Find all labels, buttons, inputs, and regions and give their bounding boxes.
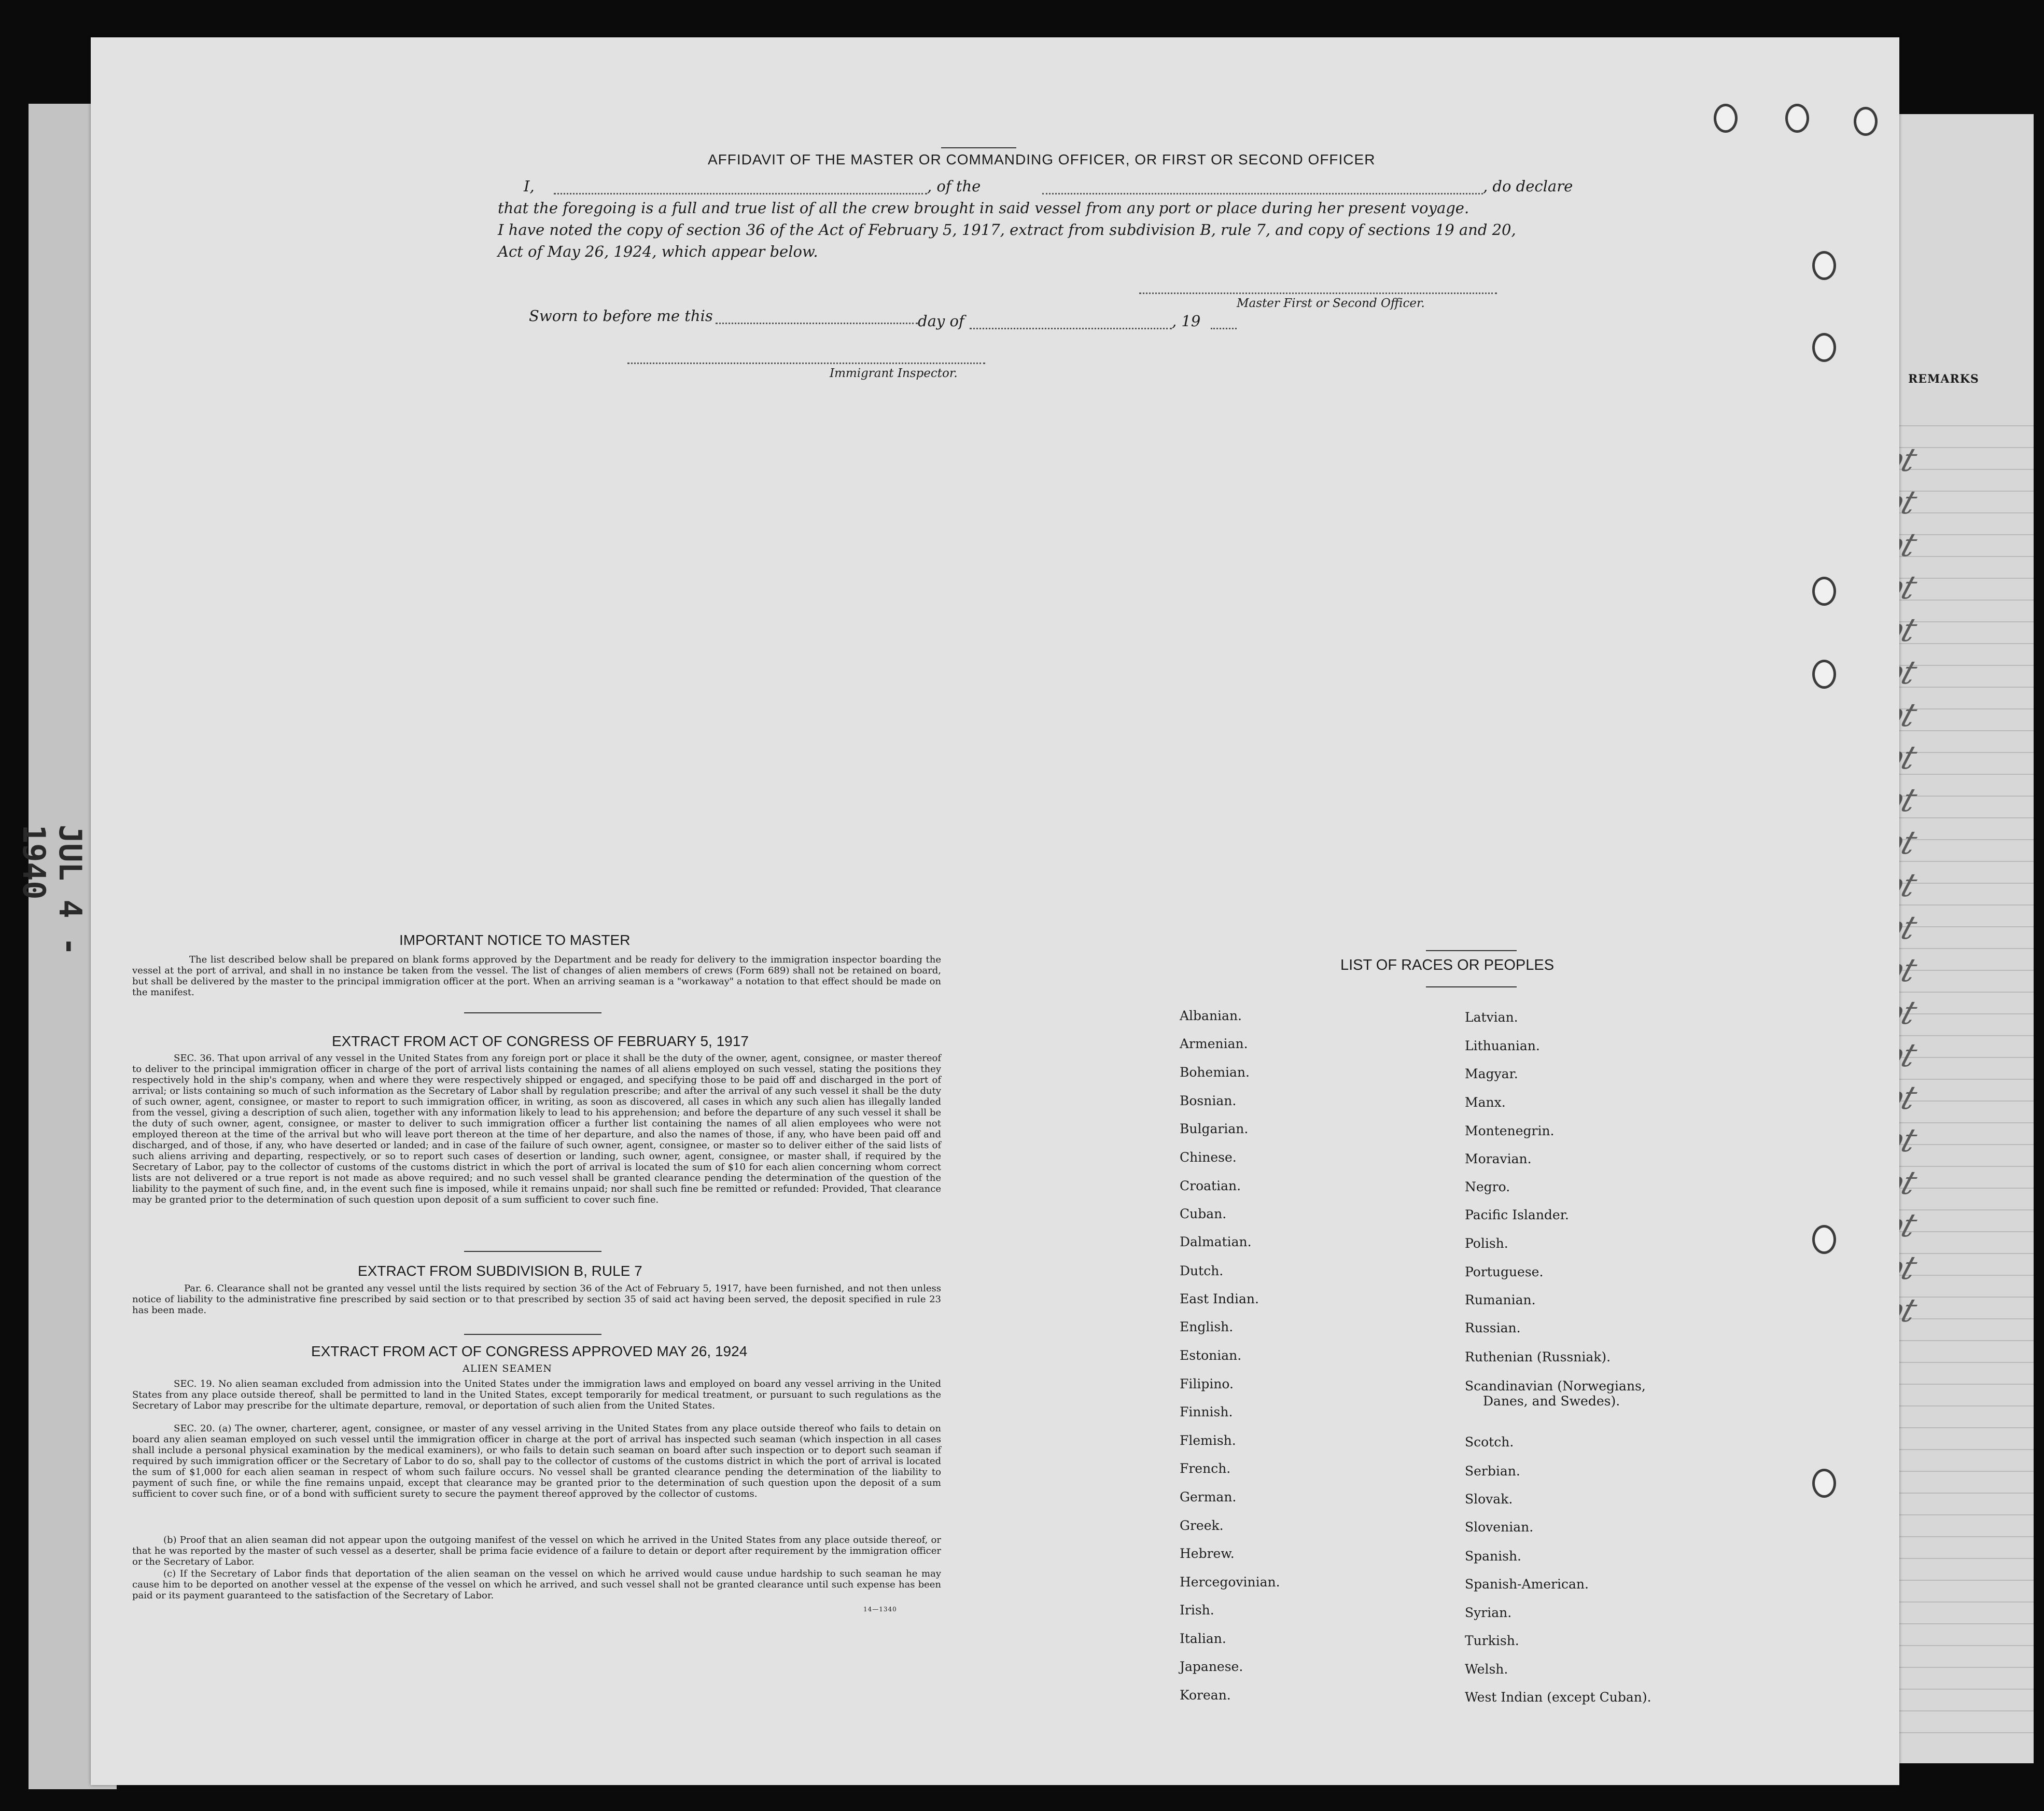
race-item: Lithuanian. — [1465, 1038, 1540, 1053]
rule7-body: Par. 6. Clearance shall not be granted any vessel until the lists required by section 36 of the Act of February 5, 1917, have been furnished, and not then unless notice of liability to the administrative fine prescribed by said section or to that prescribed by section 35 of said act having been served, the deposit specified in rule 23 has been made. — [132, 1283, 941, 1316]
race-item: Scotch. — [1465, 1434, 1514, 1450]
race-item: Chinese. — [1180, 1150, 1237, 1165]
sworn-label: Sworn to before me this — [529, 307, 713, 325]
rule7-title: EXTRACT FROM SUBDIVISION B, RULE 7 — [358, 1263, 642, 1279]
race-item: Moravian. — [1465, 1151, 1532, 1166]
race-item: Bohemian. — [1180, 1065, 1250, 1080]
alien-seamen-subtitle: ALIEN SEAMEN — [463, 1363, 552, 1374]
race-item: Welsh. — [1465, 1662, 1508, 1677]
master-signature-label: Master First or Second Officer. — [1237, 297, 1425, 310]
race-item: Armenian. — [1180, 1036, 1248, 1051]
race-item: Bosnian. — [1180, 1093, 1237, 1108]
affidavit-title: AFFIDAVIT OF THE MASTER OR COMMANDING OFFICER, OR FIRST OR SECOND OFFICER — [708, 151, 1376, 168]
race-item: Latvian. — [1465, 1010, 1518, 1025]
race-item: Cuban. — [1180, 1206, 1227, 1221]
race-item: Greek. — [1180, 1518, 1224, 1533]
races-title: LIST OF RACES OR PEOPLES — [1340, 957, 1555, 973]
divider — [464, 1334, 601, 1335]
inspector-signature-line — [627, 363, 985, 364]
divider — [1426, 986, 1517, 987]
master-signature-line — [1139, 292, 1497, 294]
punch-hole — [1812, 660, 1836, 689]
notice-body: The list described below shall be prepared on blank forms approved by the Department and be ready for delivery to the immigration inspector boarding the vessel at the port of arrival, and shall in no instance be taken from the vessel. The list of changes of alien members of crews (Form 689) shall not be retained on board, but shall be delivered by the master to the principal immigration officer at the port. When an arriving seaman is a "workaway" a notation to that effect should be made on the manifest. — [132, 954, 941, 998]
punch-hole — [1812, 1225, 1836, 1254]
race-item: Scandinavian (Norwegians, — [1465, 1378, 1646, 1394]
race-item: Polish. — [1465, 1236, 1508, 1251]
race-item: Danes, and Swedes). — [1483, 1394, 1620, 1409]
punch-hole — [1812, 1469, 1836, 1498]
affidavit-line4: Act of May 26, 1924, which appear below. — [498, 243, 818, 260]
day-of-label: day of — [918, 312, 964, 330]
race-item: Turkish. — [1465, 1633, 1519, 1648]
punch-hole — [1785, 104, 1809, 133]
race-item: Magyar. — [1465, 1066, 1518, 1081]
race-item: Italian. — [1180, 1631, 1226, 1646]
form-sheet — [91, 37, 1899, 1785]
inspector-label: Immigrant Inspector. — [830, 367, 958, 380]
sec19-body: SEC. 19. No alien seaman excluded from admission into the United States under the immigration laws and employed on board any vessel arriving in the United States from any place outside thereof, shall be permitted to land in the United States, except temporarily for medical treatment, or pursuant to such regulations as the Secretary of Labor may prescribe for the ultimate departure, removal, or deportation of such alien from the United States. — [132, 1378, 941, 1411]
race-item: Pacific Islander. — [1465, 1207, 1569, 1222]
race-item: Manx. — [1465, 1095, 1506, 1110]
race-item: Negro. — [1465, 1179, 1510, 1194]
race-item: Hebrew. — [1180, 1546, 1235, 1561]
extract-1924-title: EXTRACT FROM ACT OF CONGRESS APPROVED MAY 26, 1924 — [311, 1343, 748, 1359]
divider — [464, 1251, 601, 1252]
race-item: Filipino. — [1180, 1376, 1234, 1391]
sec20a-body: SEC. 20. (a) The owner, charterer, agent, consignee, or master of any vessel arriving in the United States from any place outside thereof who fails to detain on board any alien seaman employed on such vessel until the immigration officer in charge at the port of arrival has inspected such seaman (which inspection in all cases shall include a personal physical examination by the medical examiners), or who fails to detain such seaman on board after such inspection or to deport such seaman if required by such immigration officer or the Secretary of Labor to do so, shall pay to the collector of customs of the customs district in which the port of arrival is located the sum of $1,000 for each alien seaman in respect of whom such failure occurs. No vessel shall be granted clearance pending the determination of the liability to payment of such fine, or while the fine remains unpaid, except that clearance may be granted prior to the determination of such question upon the deposit of a sum sufficient to cover such fine, or of a bond with sufficient surety to secure the payment thereof approved by the collector of customs. — [132, 1423, 941, 1499]
race-item: Montenegrin. — [1465, 1123, 1555, 1138]
race-item: English. — [1180, 1319, 1234, 1334]
race-item: French. — [1180, 1461, 1231, 1476]
race-item: Syrian. — [1465, 1605, 1512, 1620]
race-item: Portuguese. — [1465, 1264, 1544, 1279]
race-item: German. — [1180, 1489, 1237, 1504]
sworn-day-blank — [716, 323, 918, 324]
race-item: Finnish. — [1180, 1404, 1233, 1419]
month-blank — [970, 328, 1172, 329]
punch-hole — [1812, 333, 1836, 362]
race-item: Spanish-American. — [1465, 1577, 1589, 1592]
vessel-blank — [1042, 193, 1483, 194]
race-item: Dutch. — [1180, 1263, 1224, 1278]
race-item: Flemish. — [1180, 1433, 1236, 1448]
punch-hole — [1812, 251, 1836, 280]
sec20b-body: (b) Proof that an alien seaman did not appear upon the outgoing manifest of the vessel on which he arrived in the United States from any place outside thereof, or that he was reported by the master of such vessel as a deserter, shall be prima facie evidence of a failure to detain or deport after requirement by the immigration officer or the Secretary of Labor. — [132, 1535, 941, 1567]
affidavit-i: I, — [524, 177, 535, 195]
race-item: Russian. — [1465, 1320, 1521, 1335]
affidavit-line3: I have noted the copy of section 36 of the Act of February 5, 1917, extract from subdivision B, rule 7, and copy of sections 19 and 20, — [498, 221, 1516, 239]
divider — [1426, 950, 1517, 951]
punch-hole — [1812, 577, 1836, 606]
race-item: Serbian. — [1465, 1464, 1520, 1479]
race-item: Spanish. — [1465, 1549, 1522, 1564]
remarks-header: REMARKS — [1908, 372, 1979, 386]
date-stamp: JUL 4 - 1940 — [16, 825, 88, 956]
race-item: Japanese. — [1180, 1659, 1243, 1674]
affidavit-declare: , do declare — [1483, 177, 1573, 195]
race-item: Croatian. — [1180, 1178, 1241, 1193]
race-item: Slovak. — [1465, 1492, 1513, 1507]
race-item: Slovenian. — [1465, 1520, 1534, 1535]
year-blank — [1211, 328, 1237, 329]
race-item: Bulgarian. — [1180, 1121, 1249, 1136]
year-label: , 19 — [1172, 312, 1201, 330]
affidavit-of-the: , of the — [927, 177, 981, 195]
divider — [464, 1012, 601, 1013]
race-item: Korean. — [1180, 1688, 1231, 1703]
punch-hole — [1714, 104, 1738, 133]
punch-hole — [1854, 107, 1878, 136]
form-number: 14—1340 — [863, 1606, 897, 1613]
name-blank — [554, 193, 927, 194]
extract-1917-title: EXTRACT FROM ACT OF CONGRESS OF FEBRUARY 5, 1917 — [332, 1033, 749, 1049]
divider — [941, 147, 1016, 148]
race-item: East Indian. — [1180, 1291, 1259, 1306]
race-item: Ruthenian (Russniak). — [1465, 1349, 1611, 1364]
race-item: Hercegovinian. — [1180, 1575, 1280, 1590]
affidavit-line2: that the foregoing is a full and true list of all the crew brought in said vessel from any port or place during her present voyage. — [498, 199, 1469, 217]
race-item: Irish. — [1180, 1603, 1214, 1618]
race-item: Dalmatian. — [1180, 1234, 1252, 1249]
notice-title: IMPORTANT NOTICE TO MASTER — [399, 932, 631, 948]
race-item: Estonian. — [1180, 1348, 1242, 1363]
race-item: West Indian (except Cuban). — [1465, 1690, 1651, 1705]
race-item: Albanian. — [1180, 1008, 1242, 1023]
race-item: Rumanian. — [1465, 1292, 1536, 1307]
extract-1917-body: SEC. 36. That upon arrival of any vessel in the United States from any foreign port or place it shall be the duty of the owner, agent, consignee, or master thereof to deliver to the principal immigration officer in charge of the port of arrival lists containing the names of all aliens employed on such vessel, stating the positions they respectively hold in the ship's company, when and where they were respectively shipped or engaged, and specifying those to be paid off and discharged in the port of arrival; or lists containing so much of such information as the Secretary of Labor shall by regulation prescribe; and after the arrival of any such vessel it shall be the duty of such owner, agent, consignee, or master to report to such immigration officer, in writing, as soon as discovered, all cases in which any such alien has illegally landed from the vessel, giving a description of such alien, together with any information likely to lead to his apprehension; and before the departure of any such vessel it shall be the duty of such owner, agent, consignee, or master to deliver to such immigration officer a further list containing the names of all alien employees who were not employed thereon at the time of the arrival but who will leave port thereon at the time of her departure, and also the names of those, if any, who have been paid off and discharged, and of those, if any, who have deserted or landed; and in case of the failure of such owner, agent, consignee, or master so to deliver either of the said lists of such aliens arriving and departing, respectively, or so to report such cases of desertion or landing, such owner, agent, consignee, or master shall, if required by the Secretary of Labor, pay to the collector of customs of the customs district in which the port of arrival is located the sum of $10 for each alien concerning whom correct lists are not delivered or a true report is not made as above required; and no such vessel shall be granted clearance pending the determination of the question of the liability to the payment of such fine, and, in the event such fine is imposed, while it remains unpaid; nor shall such fine be remitted or refunded: Provided, That clearance may be granted prior to the determination of such question upon deposit of a sum sufficient to cover such fine. — [132, 1053, 941, 1205]
sec20c-body: (c) If the Secretary of Labor finds that deportation of the alien seaman on the vessel on which he arrived would cause undue hardship to such seaman he may cause him to be deported on another vessel at the expense of the vessel on which he arrived, and such vessel shall not be granted clearance until such expense has been paid or its payment guaranteed to the satisfaction of the Secretary of Labor. — [132, 1568, 941, 1601]
